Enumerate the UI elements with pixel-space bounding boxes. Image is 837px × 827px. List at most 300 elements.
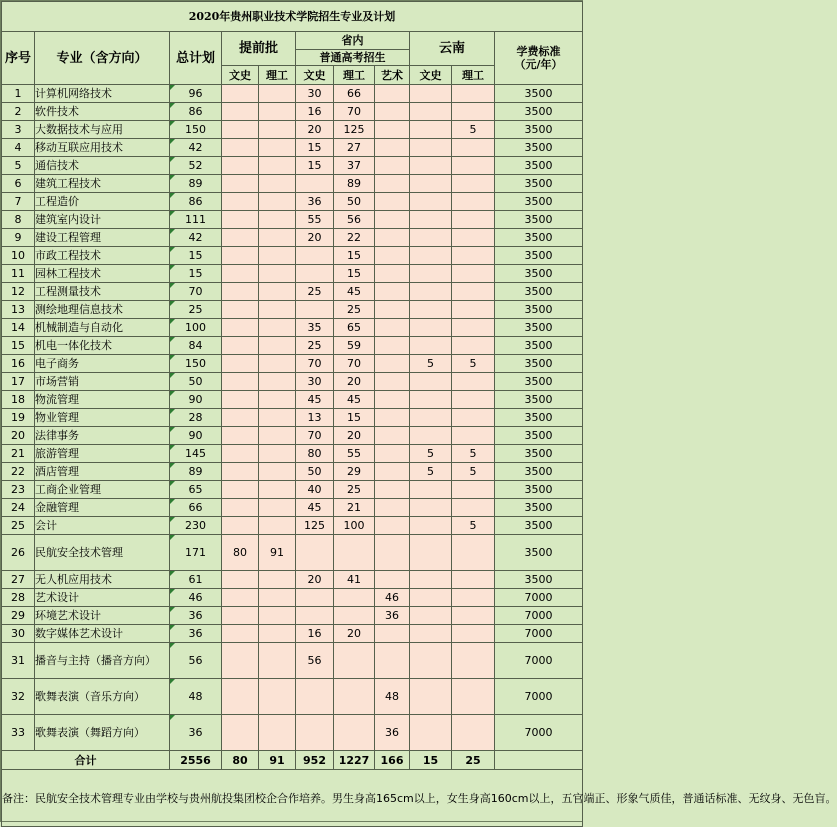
- row-yn-wenshi: [410, 625, 452, 643]
- row-fee: 3500: [495, 535, 583, 571]
- table-row: [2, 175, 583, 193]
- row-total: 36: [170, 715, 222, 751]
- table-row: [2, 247, 583, 265]
- table-row: [2, 319, 583, 337]
- row-total: 89: [170, 175, 222, 193]
- table-row: [2, 301, 583, 319]
- row-total: 150: [170, 355, 222, 373]
- row-in-ligong: 56: [334, 211, 375, 229]
- row-yn-wenshi: [410, 175, 452, 193]
- row-in-wenshi: 70: [296, 427, 334, 445]
- row-yn-wenshi: [410, 409, 452, 427]
- row-in-ligong: 20: [334, 427, 375, 445]
- header-no: 序号: [2, 32, 35, 85]
- row-total: 46: [170, 589, 222, 607]
- row-major: 测绘地理信息技术: [35, 301, 170, 319]
- table-row: [2, 715, 583, 751]
- row-in-yishu: [375, 193, 410, 211]
- row-no: 24: [2, 499, 35, 517]
- header-tuition-line2: （元/年）: [514, 58, 563, 71]
- row-fee: 3500: [495, 175, 583, 193]
- row-in-wenshi: 16: [296, 625, 334, 643]
- row-fee: 3500: [495, 391, 583, 409]
- row-no: 7: [2, 193, 35, 211]
- row-total: 100: [170, 319, 222, 337]
- row-yn-ligong: [452, 373, 495, 391]
- row-early-wenshi: [222, 625, 259, 643]
- row-major: 机械制造与自动化: [35, 319, 170, 337]
- row-no: 21: [2, 445, 35, 463]
- row-early-ligong: [259, 85, 296, 103]
- row-yn-ligong: 5: [452, 445, 495, 463]
- row-major: 环境艺术设计: [35, 607, 170, 625]
- row-yn-wenshi: [410, 139, 452, 157]
- row-no: 22: [2, 463, 35, 481]
- row-no: 19: [2, 409, 35, 427]
- row-yn-wenshi: [410, 643, 452, 679]
- row-yn-ligong: [452, 283, 495, 301]
- row-early-ligong: [259, 229, 296, 247]
- row-no: 20: [2, 427, 35, 445]
- row-fee: 3500: [495, 211, 583, 229]
- row-in-ligong: 65: [334, 319, 375, 337]
- row-yn-ligong: 5: [452, 355, 495, 373]
- row-in-yishu: [375, 283, 410, 301]
- row-total: 15: [170, 247, 222, 265]
- row-early-ligong: [259, 481, 296, 499]
- row-early-ligong: [259, 571, 296, 589]
- row-in-wenshi: 30: [296, 85, 334, 103]
- row-no: 15: [2, 337, 35, 355]
- note-row: [2, 770, 583, 827]
- row-early-wenshi: [222, 247, 259, 265]
- row-in-yishu: [375, 481, 410, 499]
- row-yn-ligong: [452, 625, 495, 643]
- row-major: 歌舞表演（舞蹈方向）: [35, 715, 170, 751]
- table-row: [2, 427, 583, 445]
- row-total: 90: [170, 427, 222, 445]
- row-early-ligong: [259, 679, 296, 715]
- row-in-ligong: 89: [334, 175, 375, 193]
- row-early-wenshi: [222, 679, 259, 715]
- header-yunnan: 云南: [410, 32, 495, 66]
- row-in-yishu: [375, 409, 410, 427]
- row-early-ligong: [259, 157, 296, 175]
- totals-total: 2556: [170, 751, 222, 770]
- row-major: 建筑室内设计: [35, 211, 170, 229]
- row-yn-ligong: [452, 571, 495, 589]
- row-total: 42: [170, 139, 222, 157]
- row-in-wenshi: [296, 175, 334, 193]
- row-no: 29: [2, 607, 35, 625]
- row-no: 6: [2, 175, 35, 193]
- row-early-wenshi: [222, 445, 259, 463]
- row-in-ligong: 29: [334, 463, 375, 481]
- row-early-wenshi: [222, 301, 259, 319]
- row-in-wenshi: [296, 589, 334, 607]
- row-in-yishu: [375, 625, 410, 643]
- row-yn-wenshi: [410, 121, 452, 139]
- row-fee: 3500: [495, 229, 583, 247]
- row-fee: 3500: [495, 373, 583, 391]
- header-in-yishu: 艺术: [375, 66, 410, 85]
- row-major: 酒店管理: [35, 463, 170, 481]
- row-fee: 3500: [495, 517, 583, 535]
- row-in-yishu: [375, 427, 410, 445]
- row-in-yishu: [375, 499, 410, 517]
- row-yn-wenshi: [410, 517, 452, 535]
- row-yn-wenshi: [410, 229, 452, 247]
- row-early-ligong: [259, 499, 296, 517]
- table-row: [2, 193, 583, 211]
- row-in-wenshi: 15: [296, 157, 334, 175]
- row-fee: 3500: [495, 481, 583, 499]
- row-total: 48: [170, 679, 222, 715]
- row-in-ligong: 41: [334, 571, 375, 589]
- row-fee: 7000: [495, 589, 583, 607]
- row-in-wenshi: [296, 679, 334, 715]
- row-early-ligong: [259, 409, 296, 427]
- row-no: 11: [2, 265, 35, 283]
- row-in-yishu: [375, 139, 410, 157]
- row-total: 145: [170, 445, 222, 463]
- row-early-ligong: [259, 301, 296, 319]
- row-total: 36: [170, 607, 222, 625]
- row-in-ligong: 45: [334, 391, 375, 409]
- row-in-yishu: 36: [375, 607, 410, 625]
- row-yn-ligong: [452, 229, 495, 247]
- row-early-ligong: [259, 283, 296, 301]
- row-total: 36: [170, 625, 222, 643]
- row-in-yishu: [375, 319, 410, 337]
- row-in-wenshi: 45: [296, 499, 334, 517]
- row-in-yishu: [375, 517, 410, 535]
- row-early-wenshi: [222, 283, 259, 301]
- row-no: 28: [2, 589, 35, 607]
- row-no: 14: [2, 319, 35, 337]
- row-total: 52: [170, 157, 222, 175]
- row-in-wenshi: 80: [296, 445, 334, 463]
- row-yn-ligong: [452, 643, 495, 679]
- row-yn-wenshi: [410, 85, 452, 103]
- row-fee: 3500: [495, 139, 583, 157]
- row-in-wenshi: 16: [296, 103, 334, 121]
- row-fee: 3500: [495, 409, 583, 427]
- table-row: [2, 409, 583, 427]
- row-early-ligong: [259, 265, 296, 283]
- row-in-wenshi: 30: [296, 373, 334, 391]
- row-no: 30: [2, 625, 35, 643]
- row-no: 12: [2, 283, 35, 301]
- row-early-wenshi: [222, 499, 259, 517]
- row-early-wenshi: [222, 121, 259, 139]
- row-in-ligong: 15: [334, 247, 375, 265]
- row-fee: 3500: [495, 85, 583, 103]
- row-yn-wenshi: [410, 337, 452, 355]
- row-early-wenshi: [222, 409, 259, 427]
- table-row: [2, 139, 583, 157]
- row-in-wenshi: 15: [296, 139, 334, 157]
- row-no: 10: [2, 247, 35, 265]
- row-yn-ligong: [452, 157, 495, 175]
- row-major: 软件技术: [35, 103, 170, 121]
- row-in-wenshi: 35: [296, 319, 334, 337]
- row-yn-wenshi: [410, 571, 452, 589]
- row-in-ligong: [334, 535, 375, 571]
- row-early-ligong: [259, 589, 296, 607]
- row-major: 旅游管理: [35, 445, 170, 463]
- row-no: 23: [2, 481, 35, 499]
- row-major: 市政工程技术: [35, 247, 170, 265]
- row-in-wenshi: [296, 535, 334, 571]
- table-row: [2, 265, 583, 283]
- row-major: 建筑工程技术: [35, 175, 170, 193]
- header-gaokao: 普通高考招生: [296, 50, 410, 66]
- row-yn-wenshi: [410, 211, 452, 229]
- row-early-ligong: [259, 625, 296, 643]
- row-yn-wenshi: 5: [410, 355, 452, 373]
- row-early-wenshi: [222, 337, 259, 355]
- row-early-wenshi: [222, 211, 259, 229]
- row-early-wenshi: [222, 391, 259, 409]
- row-early-ligong: [259, 211, 296, 229]
- row-yn-ligong: [452, 265, 495, 283]
- row-in-ligong: 25: [334, 301, 375, 319]
- row-major: 民航安全技术管理: [35, 535, 170, 571]
- row-major: 建设工程管理: [35, 229, 170, 247]
- row-no: 33: [2, 715, 35, 751]
- row-no: 16: [2, 355, 35, 373]
- row-in-yishu: [375, 301, 410, 319]
- row-early-wenshi: [222, 139, 259, 157]
- row-early-wenshi: [222, 643, 259, 679]
- row-early-ligong: [259, 715, 296, 751]
- row-in-ligong: 25: [334, 481, 375, 499]
- row-fee: 3500: [495, 247, 583, 265]
- row-fee: 3500: [495, 427, 583, 445]
- row-early-wenshi: [222, 175, 259, 193]
- row-yn-ligong: [452, 535, 495, 571]
- row-early-ligong: [259, 247, 296, 265]
- row-yn-wenshi: [410, 157, 452, 175]
- row-fee: 3500: [495, 283, 583, 301]
- row-major: 会计: [35, 517, 170, 535]
- row-early-ligong: [259, 121, 296, 139]
- row-fee: 7000: [495, 715, 583, 751]
- row-early-wenshi: [222, 463, 259, 481]
- table-row: [2, 157, 583, 175]
- table-row: [2, 355, 583, 373]
- row-yn-ligong: 5: [452, 121, 495, 139]
- row-no: 4: [2, 139, 35, 157]
- row-in-ligong: 20: [334, 625, 375, 643]
- row-early-ligong: 91: [259, 535, 296, 571]
- row-in-ligong: 66: [334, 85, 375, 103]
- row-fee: 3500: [495, 319, 583, 337]
- row-yn-ligong: [452, 589, 495, 607]
- row-early-ligong: [259, 463, 296, 481]
- row-in-ligong: 100: [334, 517, 375, 535]
- table-row: [2, 535, 583, 571]
- row-yn-wenshi: [410, 391, 452, 409]
- row-yn-wenshi: [410, 247, 452, 265]
- row-total: 150: [170, 121, 222, 139]
- row-total: 65: [170, 481, 222, 499]
- row-early-ligong: [259, 103, 296, 121]
- row-no: 3: [2, 121, 35, 139]
- row-fee: 7000: [495, 679, 583, 715]
- row-in-yishu: [375, 643, 410, 679]
- row-yn-ligong: [452, 409, 495, 427]
- table-row: [2, 373, 583, 391]
- totals-yn-ligong: 25: [452, 751, 495, 770]
- row-total: 42: [170, 229, 222, 247]
- table-row: [2, 445, 583, 463]
- row-early-wenshi: [222, 373, 259, 391]
- row-yn-ligong: [452, 607, 495, 625]
- row-early-ligong: [259, 517, 296, 535]
- row-total: 84: [170, 337, 222, 355]
- row-no: 18: [2, 391, 35, 409]
- row-in-yishu: [375, 103, 410, 121]
- row-early-wenshi: [222, 103, 259, 121]
- row-early-wenshi: [222, 229, 259, 247]
- row-major: 艺术设计: [35, 589, 170, 607]
- row-yn-ligong: 5: [452, 517, 495, 535]
- row-in-ligong: [334, 589, 375, 607]
- row-fee: 3500: [495, 499, 583, 517]
- row-in-yishu: [375, 571, 410, 589]
- row-total: 25: [170, 301, 222, 319]
- table-row: [2, 103, 583, 121]
- row-fee: 3500: [495, 355, 583, 373]
- row-in-ligong: 15: [334, 265, 375, 283]
- table-row: [2, 283, 583, 301]
- row-in-yishu: [375, 391, 410, 409]
- row-yn-wenshi: [410, 301, 452, 319]
- table-row: [2, 463, 583, 481]
- row-yn-wenshi: [410, 535, 452, 571]
- row-major: 机电一体化技术: [35, 337, 170, 355]
- header-in-ligong: 理工: [334, 66, 375, 85]
- row-in-wenshi: 25: [296, 337, 334, 355]
- row-yn-wenshi: [410, 427, 452, 445]
- row-early-ligong: [259, 175, 296, 193]
- row-yn-ligong: [452, 391, 495, 409]
- row-no: 27: [2, 571, 35, 589]
- row-fee: 3500: [495, 157, 583, 175]
- row-yn-wenshi: [410, 481, 452, 499]
- row-early-wenshi: [222, 157, 259, 175]
- row-no: 8: [2, 211, 35, 229]
- row-fee: 3500: [495, 103, 583, 121]
- row-total: 230: [170, 517, 222, 535]
- row-early-wenshi: [222, 427, 259, 445]
- table-row: [2, 679, 583, 715]
- row-total: 50: [170, 373, 222, 391]
- row-early-wenshi: [222, 589, 259, 607]
- row-major: 歌舞表演（音乐方向）: [35, 679, 170, 715]
- row-in-ligong: 22: [334, 229, 375, 247]
- row-in-wenshi: 45: [296, 391, 334, 409]
- row-in-wenshi: 40: [296, 481, 334, 499]
- row-early-ligong: [259, 355, 296, 373]
- row-in-wenshi: 125: [296, 517, 334, 535]
- totals-label: 合计: [2, 751, 170, 770]
- row-in-ligong: 125: [334, 121, 375, 139]
- row-early-ligong: [259, 607, 296, 625]
- header-total: 总计划: [170, 32, 222, 85]
- row-total: 56: [170, 643, 222, 679]
- totals-row: [2, 751, 583, 770]
- row-total: 66: [170, 499, 222, 517]
- row-yn-ligong: 5: [452, 463, 495, 481]
- header-yn-ligong: 理工: [452, 66, 495, 85]
- table-row: [2, 571, 583, 589]
- row-major: 电子商务: [35, 355, 170, 373]
- row-fee: 3500: [495, 445, 583, 463]
- row-major: 通信技术: [35, 157, 170, 175]
- row-yn-ligong: [452, 103, 495, 121]
- header-major: 专业（含方向）: [35, 32, 170, 85]
- header-tuition-line1: 学费标准: [516, 45, 561, 58]
- row-in-yishu: [375, 463, 410, 481]
- row-yn-wenshi: 5: [410, 463, 452, 481]
- row-yn-wenshi: [410, 283, 452, 301]
- row-in-ligong: 59: [334, 337, 375, 355]
- row-major: 工程测量技术: [35, 283, 170, 301]
- row-yn-wenshi: [410, 265, 452, 283]
- row-in-ligong: 45: [334, 283, 375, 301]
- row-total: 90: [170, 391, 222, 409]
- row-fee: 3500: [495, 301, 583, 319]
- row-total: 111: [170, 211, 222, 229]
- table-row: [2, 85, 583, 103]
- row-in-wenshi: 56: [296, 643, 334, 679]
- row-in-yishu: 48: [375, 679, 410, 715]
- row-total: 89: [170, 463, 222, 481]
- row-major: 工程造价: [35, 193, 170, 211]
- row-early-ligong: [259, 643, 296, 679]
- row-no: 5: [2, 157, 35, 175]
- row-yn-ligong: [452, 193, 495, 211]
- row-in-ligong: [334, 643, 375, 679]
- row-fee: 3500: [495, 571, 583, 589]
- row-yn-ligong: [452, 715, 495, 751]
- row-in-yishu: [375, 85, 410, 103]
- row-yn-ligong: [452, 337, 495, 355]
- row-in-ligong: [334, 715, 375, 751]
- row-in-yishu: [375, 337, 410, 355]
- row-fee: 7000: [495, 625, 583, 643]
- totals-in-wenshi: 952: [296, 751, 334, 770]
- row-early-wenshi: [222, 355, 259, 373]
- row-fee: 3500: [495, 463, 583, 481]
- row-early-wenshi: [222, 571, 259, 589]
- row-in-ligong: 70: [334, 355, 375, 373]
- row-total: 28: [170, 409, 222, 427]
- row-fee: 3500: [495, 337, 583, 355]
- row-early-wenshi: [222, 193, 259, 211]
- row-major: 工商企业管理: [35, 481, 170, 499]
- row-total: 86: [170, 103, 222, 121]
- row-total: 171: [170, 535, 222, 571]
- table-row: [2, 517, 583, 535]
- table-row: [2, 229, 583, 247]
- row-major: 法律事务: [35, 427, 170, 445]
- row-yn-wenshi: [410, 607, 452, 625]
- row-fee: 3500: [495, 265, 583, 283]
